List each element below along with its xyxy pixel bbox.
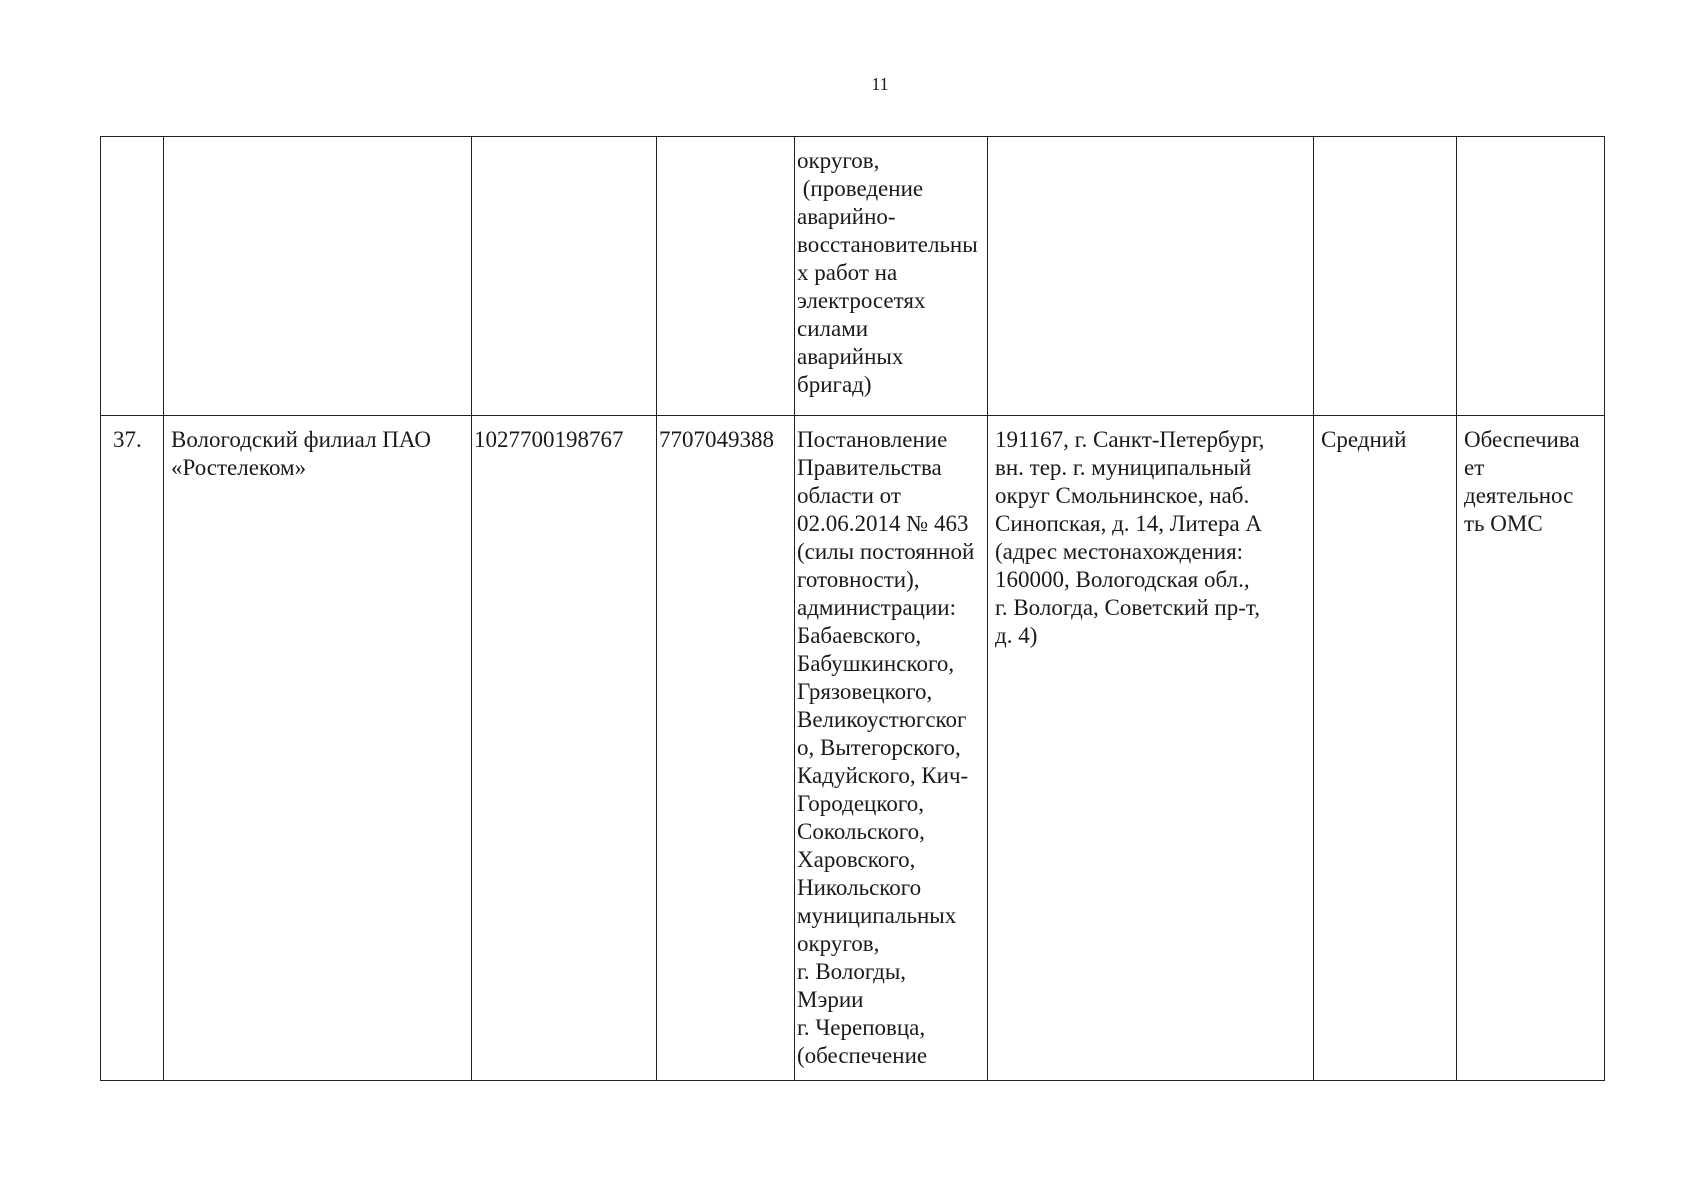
cell-organization	[164, 137, 472, 416]
cell-index	[101, 137, 164, 416]
cell-index: 37.	[101, 416, 164, 1081]
cell-level: Средний	[1314, 416, 1457, 1081]
cell-purpose: Обеспечива ет деятельнос ть ОМС	[1457, 416, 1605, 1081]
cell-inn: 7707049388	[657, 416, 795, 1081]
cell-address: 191167, г. Санкт-Петербург, вн. тер. г. муниципальный округ Смольнинское, наб. Синопская, д. 14, Литера А (адрес местонахождения: 160000, Вологодская обл., г. Вологда, Советский пр-т, д. 4)	[988, 416, 1314, 1081]
table-row	[101, 416, 1605, 1081]
cell-organization: Вологодский филиал ПАО «Ростелеком»	[164, 416, 472, 1081]
cell-purpose	[1457, 137, 1605, 416]
table-row	[101, 137, 1605, 416]
cell-inn	[657, 137, 795, 416]
cell-level	[1314, 137, 1457, 416]
cell-basis: Постановление Правительства области от 02.06.2014 № 463 (силы постоянной готовности), администрации: Бабаевского, Бабушкинского, Грязовецкого, Великоустюгског о, Вытегорского, Кадуйского, Кич- Городецкого, Сокольского, Харовского, Никольского муниципальных округов, г. Вологды, Мэрии г. Череповца, (обеспечение	[795, 416, 988, 1081]
cell-ogrn	[472, 137, 657, 416]
cell-address	[988, 137, 1314, 416]
cell-basis: округов, (проведение аварийно- восстановительны х работ на электросетях силами аварийных бригад)	[795, 137, 988, 416]
page-number: 11	[871, 74, 889, 94]
cell-ogrn: 1027700198767	[472, 416, 657, 1081]
document-table	[100, 136, 1605, 1081]
